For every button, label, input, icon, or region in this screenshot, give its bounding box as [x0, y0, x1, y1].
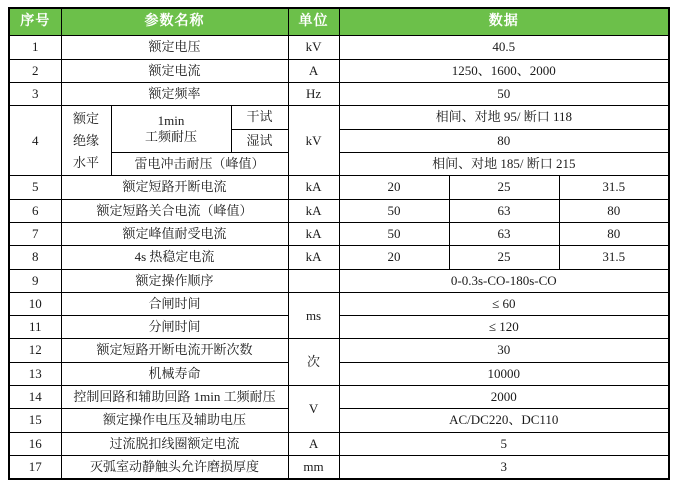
cell-no: 11 — [9, 316, 61, 339]
cell-data: AC/DC220、DC110 — [339, 409, 669, 432]
table-row — [9, 316, 669, 339]
table-row — [9, 222, 669, 245]
cell-unit: ms — [288, 292, 339, 339]
cell-param-name: 额定电流 — [61, 59, 288, 82]
cell-data-1: 50 — [339, 222, 449, 245]
table-row-insulation-dry — [9, 106, 669, 129]
cell-data: 10000 — [339, 362, 669, 385]
table-row — [9, 432, 669, 455]
table-row — [9, 456, 669, 480]
table-row — [9, 36, 669, 59]
cell-param-name: 额定短路开断电流 — [61, 176, 288, 199]
cell-no: 7 — [9, 222, 61, 245]
table-row — [9, 83, 669, 106]
table-row — [9, 409, 669, 432]
cell-param-name: 灭弧室动静触头允许磨损厚度 — [61, 456, 288, 480]
cell-unit: kA — [288, 246, 339, 269]
cell-data-1: 20 — [339, 246, 449, 269]
cell-data: ≤ 60 — [339, 292, 669, 315]
cell-param-name: 机械寿命 — [61, 362, 288, 385]
cell-data: 30 — [339, 339, 669, 362]
cell-param-name: 分闸时间 — [61, 316, 288, 339]
cell-dry-test-label: 干试 — [231, 106, 288, 129]
cell-data-1: 20 — [339, 176, 449, 199]
cell-param-name: 额定操作电压及辅助电压 — [61, 409, 288, 432]
cell-unit: V — [288, 386, 339, 433]
cell-no: 3 — [9, 83, 61, 106]
cell-param-name: 额定频率 — [61, 83, 288, 106]
header-data: 数据 — [339, 8, 669, 36]
cell-no: 14 — [9, 386, 61, 409]
cell-param-name: 额定短路关合电流（峰值） — [61, 199, 288, 222]
table-row — [9, 386, 669, 409]
cell-wet-test-label: 湿试 — [231, 129, 288, 152]
header-param-name: 参数名称 — [61, 8, 288, 36]
table-row — [9, 362, 669, 385]
power-freq-line: 1min — [157, 113, 185, 129]
cell-no: 10 — [9, 292, 61, 315]
cell-param-name: 过流脱扣线圈额定电流 — [61, 432, 288, 455]
cell-no: 13 — [9, 362, 61, 385]
cell-param-name: 控制回路和辅助回路 1min 工频耐压 — [61, 386, 288, 409]
cell-no: 6 — [9, 199, 61, 222]
insulation-group-line: 绝缘 — [72, 132, 99, 148]
cell-unit: A — [288, 432, 339, 455]
cell-unit: kA — [288, 222, 339, 245]
cell-data: 0-0.3s-CO-180s-CO — [339, 269, 669, 292]
table-header-row — [9, 8, 669, 36]
cell-unit — [288, 269, 339, 292]
table-row — [9, 339, 669, 362]
cell-data-2: 63 — [449, 199, 559, 222]
cell-unit: kA — [288, 176, 339, 199]
cell-data: 40.5 — [339, 36, 669, 59]
cell-data-2: 63 — [449, 222, 559, 245]
cell-data-lightning: 相间、对地 185/ 断口 215 — [339, 152, 669, 175]
cell-no: 2 — [9, 59, 61, 82]
cell-unit: 次 — [288, 339, 339, 386]
power-freq-line: 工频耐压 — [144, 129, 197, 145]
cell-data-2: 25 — [449, 176, 559, 199]
cell-data: 50 — [339, 83, 669, 106]
cell-param-name: 额定短路开断电流开断次数 — [61, 339, 288, 362]
cell-param-name: 额定峰值耐受电流 — [61, 222, 288, 245]
table-row — [9, 59, 669, 82]
cell-no: 9 — [9, 269, 61, 292]
cell-data: 5 — [339, 432, 669, 455]
insulation-group-line: 额定 — [72, 110, 99, 126]
cell-power-freq-withstand — [111, 106, 231, 153]
cell-no: 12 — [9, 339, 61, 362]
cell-data-3: 80 — [559, 199, 669, 222]
cell-data-wet: 80 — [339, 129, 669, 152]
cell-data-2: 25 — [449, 246, 559, 269]
cell-unit: mm — [288, 456, 339, 480]
cell-data: 3 — [339, 456, 669, 480]
cell-no: 1 — [9, 36, 61, 59]
cell-no: 5 — [9, 176, 61, 199]
cell-no: 4 — [9, 106, 61, 176]
cell-unit: A — [288, 59, 339, 82]
cell-insulation-level-group — [61, 106, 111, 176]
table-row — [9, 269, 669, 292]
insulation-group-line: 水平 — [72, 154, 99, 170]
cell-unit: kA — [288, 199, 339, 222]
cell-data: 1250、1600、2000 — [339, 59, 669, 82]
table-row — [9, 292, 669, 315]
cell-param-name: 额定电压 — [61, 36, 288, 59]
cell-no: 8 — [9, 246, 61, 269]
table-row — [9, 176, 669, 199]
header-no: 序号 — [9, 8, 61, 36]
table-row — [9, 199, 669, 222]
cell-data: ≤ 120 — [339, 316, 669, 339]
spec-table-container — [8, 7, 670, 480]
cell-data-dry: 相间、对地 95/ 断口 118 — [339, 106, 669, 129]
cell-unit: kV — [288, 36, 339, 59]
cell-no: 17 — [9, 456, 61, 480]
cell-data-1: 50 — [339, 199, 449, 222]
cell-no: 15 — [9, 409, 61, 432]
cell-lightning-impulse-label: 雷电冲击耐压（峰值） — [111, 152, 288, 175]
cell-no: 16 — [9, 432, 61, 455]
cell-unit: kV — [288, 106, 339, 176]
cell-data-3: 80 — [559, 222, 669, 245]
cell-param-name: 合闸时间 — [61, 292, 288, 315]
cell-data: 2000 — [339, 386, 669, 409]
cell-unit: Hz — [288, 83, 339, 106]
cell-data-3: 31.5 — [559, 246, 669, 269]
cell-param-name: 4s 热稳定电流 — [61, 246, 288, 269]
cell-data-3: 31.5 — [559, 176, 669, 199]
cell-param-name: 额定操作顺序 — [61, 269, 288, 292]
spec-table — [8, 7, 670, 480]
header-unit: 单位 — [288, 8, 339, 36]
table-row — [9, 246, 669, 269]
